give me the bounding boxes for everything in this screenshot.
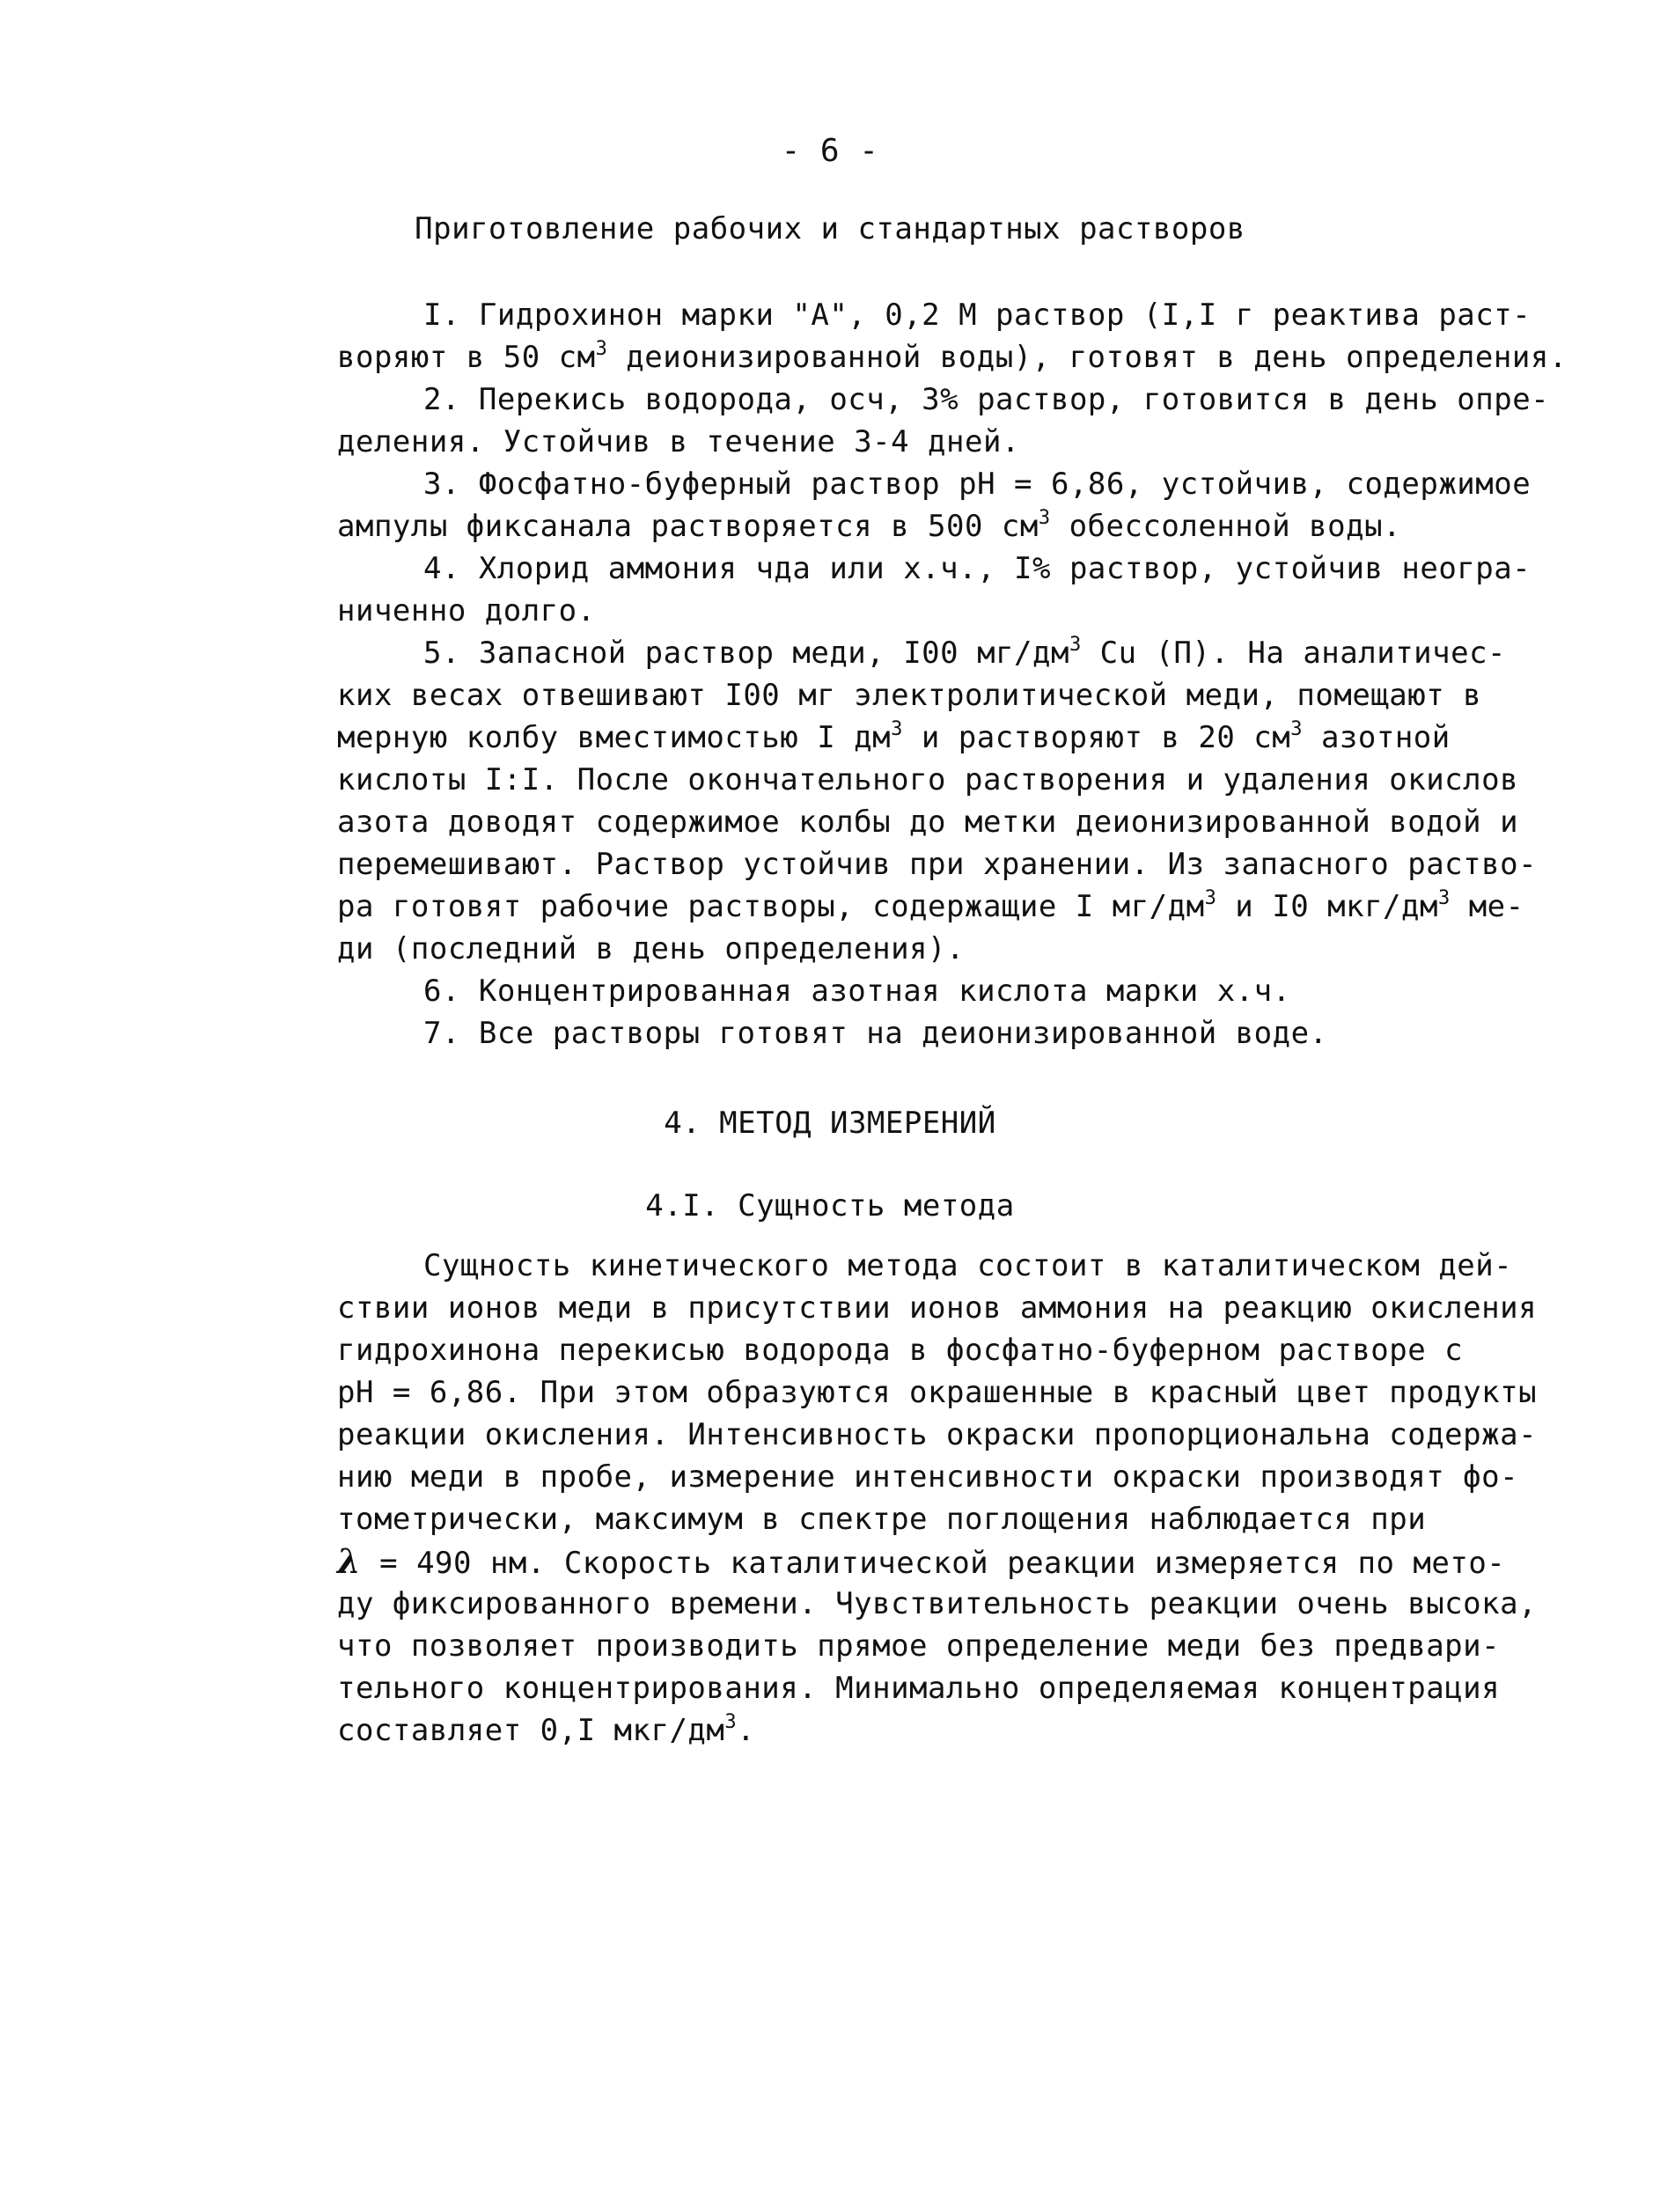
body-line-9: ду фиксированного времени. Чувствительность реакции очень высока, [337, 1586, 1538, 1621]
item-5-line-3: мерную колбу вместимостью I $дм^3$ и растворяют в 20 $см^3$ азотной [337, 718, 1451, 755]
item-6-line-1: 6. Концентрированная азотная кислота марки х.ч. [423, 974, 1291, 1009]
item-5-line-5: азота доводят содержимое колбы до метки деионизированной водой и [337, 805, 1519, 840]
item-3-line-1: 3. Фосфатно-буферный раствор рН = 6,86, устойчив, содержимое [423, 467, 1531, 502]
superscript-3: 3 [891, 718, 903, 740]
item-5-line-2: ких весах отвешивают I00 мг электролитической меди, помещают в [337, 678, 1482, 713]
superscript-3: 3 [1204, 887, 1217, 909]
body-line-12: составляет 0,I мкг/$дм^3$. [337, 1711, 756, 1748]
body-line-1: Сущность кинетического метода состоит в каталитическом дей- [423, 1248, 1513, 1283]
body-line-6: нию меди в пробе, измерение интенсивности окраски производят фо- [337, 1459, 1519, 1495]
body-line-10: что позволяет производить прямое определение меди без предвари- [337, 1628, 1501, 1664]
body-line-3: гидрохинона перекисью водорода в фосфатно-буферном растворе с [337, 1333, 1464, 1368]
item-4-line-1: 4. Хлорид аммония чда или х.ч., I% раствор, устойчив неогра- [423, 551, 1531, 586]
item-7-line-1: 7. Все растворы готовят на деионизированной воде. [423, 1016, 1328, 1051]
item-4-line-2: ниченно долго. [337, 593, 596, 628]
superscript-3: 3 [724, 1711, 738, 1733]
superscript-3: 3 [595, 338, 608, 360]
superscript-3: 3 [1069, 634, 1082, 656]
subsection-heading: 4.I. Сущность метода [645, 1188, 1015, 1224]
page-number: - 6 - [781, 133, 879, 169]
item-3-line-2: ампулы фиксанала растворяется в 500 $см^3$ обессоленной воды. [337, 507, 1402, 544]
chapter-heading: 4. МЕТОД ИЗМЕРЕНИЙ [664, 1106, 996, 1141]
section-heading: Приготовление рабочих и стандартных растворов [415, 211, 1245, 246]
superscript-3: 3 [1290, 718, 1303, 740]
item-2-line-2: деления. Устойчив в течение 3-4 дней. [337, 424, 1020, 459]
body-line-5: реакции окисления. Интенсивность окраски пропорциональна содержа- [337, 1417, 1538, 1452]
item-5-line-4: кислоты I:I. После окончательного растворения и удаления окислов [337, 762, 1519, 797]
body-line-2: ствии ионов меди в присутствии ионов аммония на реакцию окисления [337, 1290, 1538, 1326]
item-5-line-7: ра готовят рабочие растворы, содержащие I $мг/дм^3$ и I0 мкг/$дм^3$ ме- [337, 887, 1524, 924]
item-2-line-1: 2. Перекись водорода, осч, 3% раствор, готовится в день опре- [423, 382, 1550, 417]
lambda-symbol: λ [337, 1541, 362, 1581]
body-line-7: тометрически, максимум в спектре поглощения наблюдается при [337, 1502, 1427, 1537]
superscript-3: 3 [1437, 887, 1451, 909]
item-1-line-1: I. Гидрохинон марки "А", 0,2 М раствор (I,I г реактива раст- [423, 298, 1531, 333]
item-5-line-1: 5. Запасной раствор меди, I00 $мг/дм^3$ Cu (П). На аналитичес- [423, 634, 1507, 671]
item-5-line-8: ди (последний в день определения). [337, 931, 965, 966]
body-line-4: рН = 6,86. При этом образуются окрашенные в красный цвет продукты [337, 1375, 1538, 1410]
item-1-line-2: воряют в 50 $см^3$ деионизированной воды), готовят в день определения. [337, 338, 1568, 375]
item-5-line-6: перемешивают. Раствор устойчив при хранении. Из запасного раство- [337, 847, 1538, 882]
superscript-3: 3 [1038, 507, 1051, 529]
body-line-11: тельного концентрирования. Минимально определяемая концентрация [337, 1671, 1501, 1706]
body-line-8: λ = 490 нм. Скорость каталитической реакции измеряется по мето- [337, 1541, 1506, 1581]
